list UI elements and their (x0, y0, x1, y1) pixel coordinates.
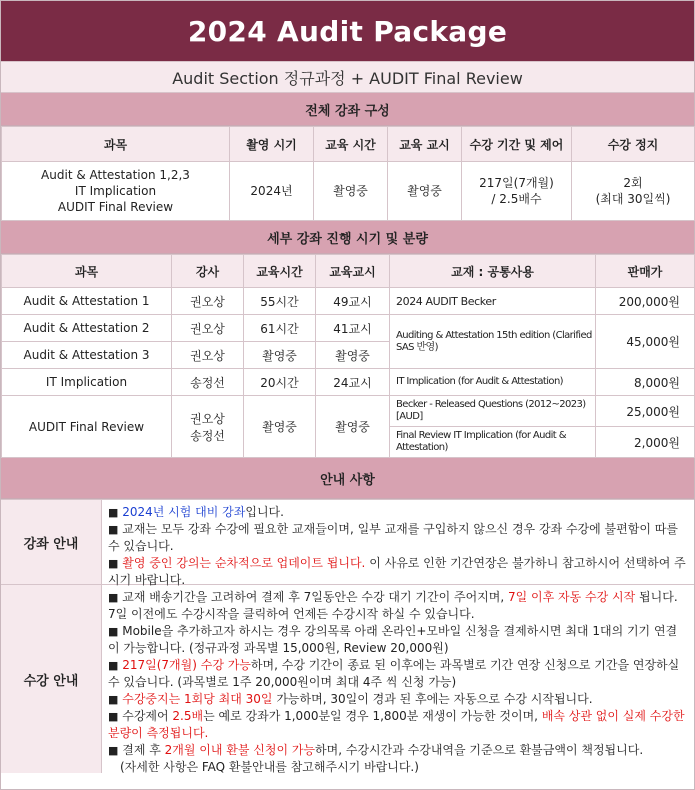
section-overview-heading: 전체 강좌 구성 (1, 93, 694, 126)
study-notice (1, 584, 694, 773)
notice-item (108, 657, 686, 691)
detail-header-subject: 과목 (2, 255, 172, 288)
bullet-icon: ■ (108, 659, 119, 672)
overview-subjects (2, 162, 230, 221)
detail-subject: AUDIT Final Review (2, 396, 172, 458)
notice-text: 교재 배송기간을 고려하여 결제 후 7일동안은 수강 대기 기간이 주어지며, (122, 590, 508, 604)
course-notice (1, 499, 694, 587)
detail-teacher-line: 권오상 (190, 411, 225, 426)
detail-sessions: 촬영중 (316, 342, 390, 369)
notice-text: 교재는 모두 강좌 수강에 필요한 교재들이며, 일부 교재를 구입하지 않으신 경우 강좌 수강에 불편함이 따를 수 있습니다. (108, 522, 678, 553)
overview-header-duration: 수강 기간 및 제어 (462, 127, 572, 162)
notice-text: (자세한 사항은 FAQ 환불안내를 참고해주시기 바랍니다.) (120, 760, 419, 774)
notice-item (108, 555, 686, 589)
detail-sessions: 49교시 (316, 288, 390, 315)
detail-hours: 61시간 (244, 315, 316, 342)
overview-header-sessions: 교육 교시 (388, 127, 462, 162)
detail-header-hours: 교육시간 (244, 255, 316, 288)
highlight-text: 촬영 중인 강의는 순차적으로 업데이트 됩니다. (122, 556, 366, 570)
book-name: Becker - Released Questions (2012~2023) [AUD] (390, 396, 596, 427)
detail-teacher: 권오상 (172, 315, 244, 342)
highlight-text: 2개월 이내 환불 신청이 가능 (164, 743, 316, 757)
detail-teacher (172, 396, 244, 458)
overview-pause-line: 2회 (623, 176, 643, 190)
notice-item (108, 742, 686, 759)
detail-teacher: 권오상 (172, 342, 244, 369)
notice-text: 이 사유로 인한 기간연장은 불가하니 참고하시어 선택하여 주시기 바랍니다. (108, 556, 686, 587)
book-price: 200,000원 (596, 288, 695, 315)
overview-sessions: 촬영중 (388, 162, 462, 221)
detail-header-teacher: 강사 (172, 255, 244, 288)
overview-header-pause: 수강 정지 (572, 127, 695, 162)
overview-pause-line: (최대 30일씩) (595, 192, 671, 206)
highlight-text: 2024년 시험 대비 강좌 (122, 505, 246, 519)
detail-header-book: 교재 : 공통사용 (390, 255, 596, 288)
highlight-text: 217일(7개월) 수강 가능 (122, 658, 251, 672)
bullet-icon: ■ (108, 523, 119, 536)
detail-sessions: 24교시 (316, 369, 390, 396)
overview-header-subject: 과목 (2, 127, 230, 162)
overview-subject-line: AUDIT Final Review (57, 200, 174, 214)
highlight-text: 7일 이후 자동 수강 시작 (508, 590, 636, 604)
notice-item (108, 521, 686, 555)
detail-sessions: 41교시 (316, 315, 390, 342)
overview-table (1, 126, 695, 221)
detail-subject: IT Implication (2, 369, 172, 396)
highlight-text: 수강중지는 1회당 최대 30일 (122, 692, 273, 706)
bullet-icon: ■ (108, 693, 119, 706)
bullet-icon: ■ (108, 744, 119, 757)
notice-text: 하며, 수강시간과 수강내역을 기준으로 환불금액이 책정됩니다. (315, 743, 644, 757)
bullet-icon: ■ (108, 625, 119, 638)
overview-header-row (2, 127, 695, 162)
book-price: 25,000원 (596, 396, 695, 427)
notice-text: 결제 후 (122, 743, 165, 757)
overview-row (2, 162, 695, 221)
detail-header-price: 판매가 (596, 255, 695, 288)
detail-sessions: 촬영중 (316, 396, 390, 458)
overview-hours: 촬영중 (314, 162, 388, 221)
detail-teacher-line: 송정선 (190, 428, 225, 443)
book-name: 2024 AUDIT Becker (390, 288, 596, 315)
table-row (2, 315, 695, 342)
detail-table (1, 254, 695, 458)
notice-text: 가능하며, 30일이 경과 된 후에는 자동으로 수강 시작됩니다. (272, 692, 593, 706)
notice-item (108, 759, 686, 776)
book-price: 2,000원 (596, 427, 695, 458)
overview-period: 2024년 (230, 162, 314, 221)
book-price: 8,000원 (596, 369, 695, 396)
overview-subject-line: IT Implication (74, 184, 157, 198)
overview-header-hours: 교육 시간 (314, 127, 388, 162)
study-notice-body (102, 585, 694, 773)
page-subtitle: Audit Section 정규과정 + AUDIT Final Review (1, 61, 694, 93)
detail-subject: Audit & Attestation 3 (2, 342, 172, 369)
notice-text: 는 예로 강좌가 1,000분일 경우 1,800분 재생이 가능한 것이며, (203, 709, 542, 723)
detail-teacher: 송정선 (172, 369, 244, 396)
notice-text: 입니다. (245, 505, 284, 519)
page-title: 2024 Audit Package (1, 1, 694, 61)
highlight-text: 배속 상관 없이 실제 수강한 분량이 측정됩니다. (108, 709, 685, 740)
notice-item (108, 708, 686, 742)
bullet-icon: ■ (108, 557, 119, 570)
notice-item (108, 691, 686, 708)
overview-pause (572, 162, 695, 221)
table-row (2, 396, 695, 427)
notice-item (108, 623, 686, 657)
overview-header-period: 촬영 시기 (230, 127, 314, 162)
notice-text: 수강제어 (122, 709, 173, 723)
overview-duration (462, 162, 572, 221)
bullet-icon: ■ (108, 591, 119, 604)
detail-subject: Audit & Attestation 2 (2, 315, 172, 342)
overview-subject-line: Audit & Attestation 1,2,3 (41, 168, 190, 182)
section-notice-heading: 안내 사항 (1, 458, 694, 499)
overview-duration-line: / 2.5배수 (491, 192, 542, 206)
detail-hours: 촬영중 (244, 342, 316, 369)
detail-header-sessions: 교육교시 (316, 255, 390, 288)
book-name: Auditing & Attestation 15th edition (Clarified SAS 반영) (390, 315, 596, 369)
detail-hours: 20시간 (244, 369, 316, 396)
course-notice-label: 강좌 안내 (1, 500, 102, 584)
table-row (2, 288, 695, 315)
notice-text: 하며, 수강 기간이 종료 된 이후에는 과목별로 기간 연장 신청으로 기간을 연장하실 수 있습니다. (과목별로 1주 20,000원이며 최대 4주 씩 신청 가능) (108, 658, 680, 689)
bullet-icon: ■ (108, 710, 119, 723)
detail-header-row (2, 255, 695, 288)
detail-subject: Audit & Attestation 1 (2, 288, 172, 315)
detail-hours: 55시간 (244, 288, 316, 315)
notice-item (108, 589, 686, 623)
book-price: 45,000원 (596, 315, 695, 369)
section-detail-heading: 세부 강좌 진행 시기 및 분량 (1, 221, 694, 254)
course-notice-body (102, 500, 694, 587)
detail-hours: 촬영중 (244, 396, 316, 458)
highlight-text: 2.5배 (172, 709, 204, 723)
notice-item (108, 504, 686, 521)
table-row (2, 369, 695, 396)
study-notice-label: 수강 안내 (1, 585, 102, 773)
detail-teacher: 권오상 (172, 288, 244, 315)
notice-text: Mobile을 추가하고자 하시는 경우 강의목록 아래 온라인+모바일 신청을 결제하시면 최대 1대의 기기 연결이 가능합니다. (정규과정 과목별 15,000원, Review 20,000원) (108, 624, 678, 655)
bullet-icon: ■ (108, 506, 119, 519)
notice-text: 됩니다. 7일 이전에도 수강시작을 클릭하여 언제든 수강시작 하실 수 있습니다. (108, 590, 678, 621)
book-name: Final Review IT Implication (for Audit & Attestation) (390, 427, 596, 458)
overview-duration-line: 217일(7개월) (479, 176, 554, 190)
book-name: IT Implication (for Audit & Attestation) (390, 369, 596, 396)
